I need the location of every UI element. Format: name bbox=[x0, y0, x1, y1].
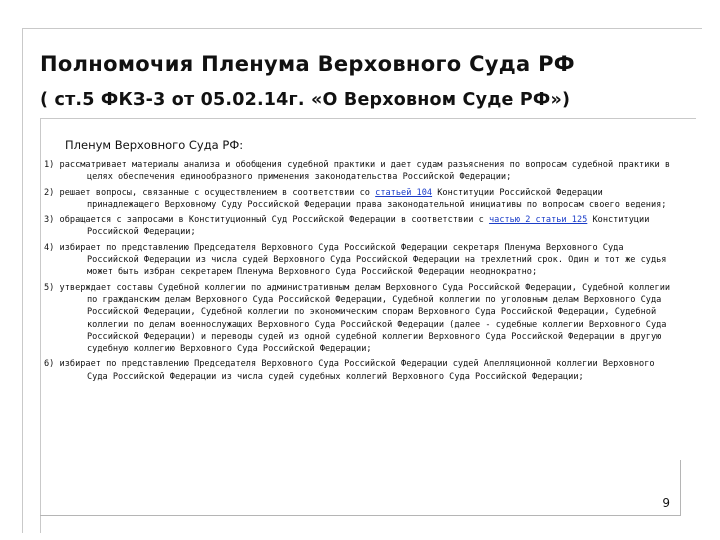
item-number: 3) bbox=[44, 215, 55, 226]
item-text: избирает по представлению Председателя Верховного Суда Российской Федерации секретаря Пленума Верховного Суда Российской Федерации из числа судей Верховного Суда Российской Федерации на трехлетний срок. Один и тот же судья может быть избран секретарем Пленума Верховного Суда Российской Федерации неоднократно; bbox=[59, 242, 667, 278]
list-item bbox=[44, 159, 678, 184]
item-number: 5) bbox=[44, 282, 55, 293]
item-number: 1) bbox=[44, 160, 55, 170]
item-text: Конституции Российской Федерации принадлежащего Верховному Суду Российской Федерации права законодательной инициативы по вопросам своего ведения; bbox=[87, 187, 667, 210]
list-item bbox=[44, 282, 678, 356]
decorative-frame-inner-top bbox=[40, 118, 696, 119]
decorative-frame-inner-left bbox=[40, 118, 41, 533]
article-125-part-2-link[interactable]: частью 2 статьи 125 bbox=[488, 215, 588, 226]
item-text: рассматривает материалы анализа и обобщения судебной практики и дает судам разъяснения по вопросам судебной практики в целях обеспечения единообразного применения законодательства Российской Федерации; bbox=[59, 160, 671, 183]
item-text: Конституции Российской Федерации; bbox=[87, 215, 650, 238]
item-text: избирает по представлению Председателя Верховного Суда Российской Федерации судей Апелляционной коллегии Верховного Суда Российской Федерации из числа судей судебных коллегий Верховного Суда Российской Федерации; bbox=[59, 359, 655, 382]
decorative-frame-bottom bbox=[40, 515, 680, 516]
decorative-frame-left bbox=[22, 28, 23, 533]
item-number: 6) bbox=[44, 359, 55, 370]
decorative-frame-top bbox=[22, 28, 702, 29]
item-number: 2) bbox=[44, 187, 55, 198]
list-item bbox=[44, 242, 678, 279]
item-text: обращается с запросами в Конституционный Суд Российской Федерации в соответствии с bbox=[59, 215, 489, 226]
slide-subtitle: ( ст.5 ФКЗ-3 от 05.02.14г. «О Верховном Суде РФ») bbox=[40, 90, 571, 110]
item-text: утверждает составы Судебной коллегии по административным делам Верховного Суда Российской Федерации, Судебной коллегии по гражданским делам Верховного Суда Российской Федерации, Судебной коллегии по уголовным делам Верховного Суда Российской Федерации, Судебной коллегии по экономическим спорам Верховного Суда Российской Федерации, Судебной коллегии по делам военнослужащих Верховного Суда Российской Федерации (далее - судебные коллегии Верховного Суда Российской Федерации) и переводы судей из одной судебной коллегии Верховного Суда Российской Федерации в другую судебную коллегию Верховного Суда Российской Федерации; bbox=[59, 282, 671, 355]
list-item bbox=[44, 214, 678, 239]
article-104-link[interactable]: статьей 104 bbox=[375, 187, 433, 198]
powers-list bbox=[44, 159, 678, 386]
decorative-frame-right bbox=[680, 460, 681, 516]
list-item bbox=[44, 358, 678, 383]
item-number: 4) bbox=[44, 242, 55, 253]
list-item bbox=[44, 187, 678, 212]
page-number: 9 bbox=[662, 496, 670, 510]
lead-text: Пленум Верховного Суда РФ: bbox=[65, 138, 244, 152]
slide-title: Полномочия Пленума Верховного Суда РФ bbox=[40, 52, 575, 76]
item-text: решает вопросы, связанные с осуществлением в соответствии со bbox=[59, 187, 376, 198]
